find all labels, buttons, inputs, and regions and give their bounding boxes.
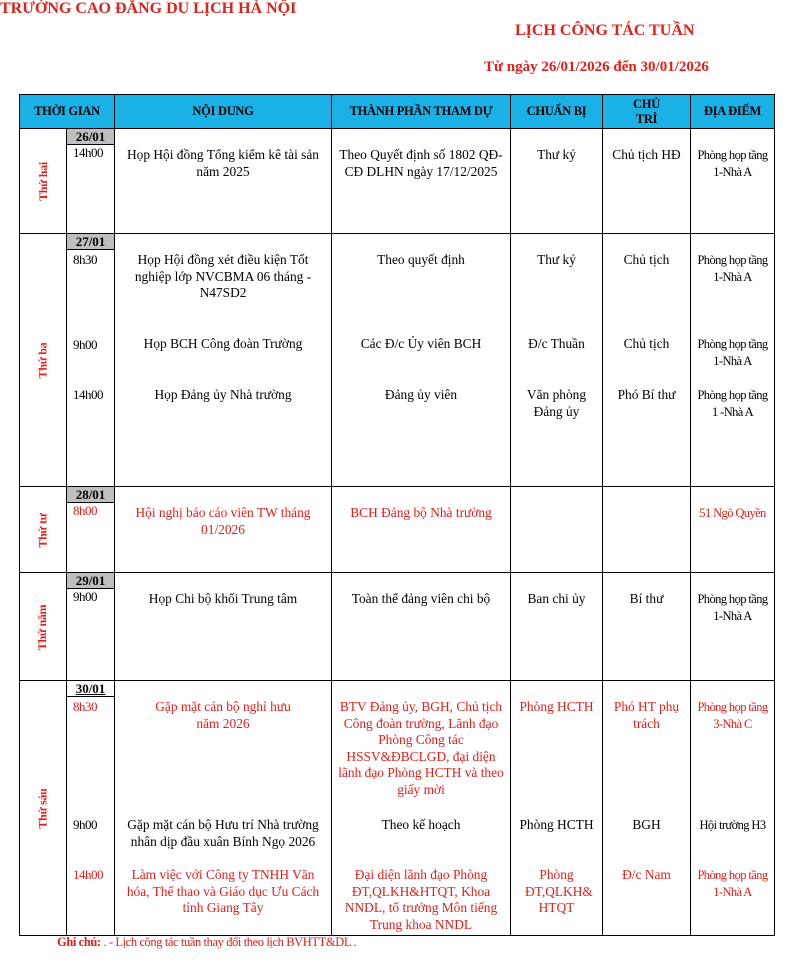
chair-cell [603, 573, 691, 681]
content-cell [115, 487, 332, 573]
event-prep: Đ/c Thuần [528, 336, 585, 351]
content-cell [115, 234, 332, 487]
event-location: Phòng họp tầng 1-Nhà A [697, 868, 768, 899]
event-chair: Bí thư [629, 591, 664, 606]
event-time: 8h30 [73, 252, 97, 267]
time-cell [67, 487, 115, 573]
footnote [57, 935, 356, 950]
event-content: Làm việc với Công ty TNHH Văn hóa, Thể thao và Giáo dục Ưu Cách tỉnh Giang Tây [126, 867, 320, 915]
event-location: Phòng họp tầng 1-Nhà A [697, 592, 768, 623]
chair-cell [603, 234, 691, 487]
event-content: Họp BCH Công đoàn Trường [143, 336, 303, 351]
day-label: Thứ sáu [35, 788, 50, 829]
event-participants: BTV Đảng ủy, BGH, Chủ tịch Công đoàn trường, Lãnh đạo Phòng Công tác HSSV&ĐBCLGD, đại diện lãnh đạo Phòng HCTH và theo giấy mời [338, 699, 504, 797]
table-row [20, 234, 775, 487]
prep-cell [511, 573, 603, 681]
participants-cell [332, 129, 511, 234]
event-location: Phòng họp tầng 1-Nhà A [697, 148, 768, 179]
chair-cell [603, 681, 691, 936]
event-time: 8h00 [73, 503, 97, 518]
column-header-chair [603, 95, 691, 129]
event-content: Hội nghị báo cáo viên TW tháng 01/2026 [135, 505, 311, 537]
event-time: 8h30 [73, 699, 97, 714]
location-cell [691, 681, 775, 936]
event-time: 14h00 [73, 387, 103, 402]
content-cell [115, 573, 332, 681]
day-label: Thứ ba [35, 342, 50, 379]
event-location: 51 Ngô Quyền [699, 506, 766, 520]
event-prep: Thư ký [537, 147, 576, 162]
date-label: 30/01 [67, 681, 114, 697]
event-prep: Thư ký [537, 252, 576, 267]
participants-cell [332, 681, 511, 936]
time-cell [67, 573, 115, 681]
date-label: 27/01 [67, 234, 114, 250]
event-participants: Theo quyết định [377, 252, 465, 267]
event-content: Họp Đảng ủy Nhà trường [154, 387, 292, 402]
school-name: TRƯỜNG CAO ĐẲNG DU LỊCH HÀ NỘI [0, 0, 297, 17]
day-label: Thứ năm [35, 604, 50, 650]
footnote-text: . - Lịch công tác tuần thay đổi theo lịch BVHTT&DL . [103, 935, 357, 949]
event-prep: Phòng HCTH [519, 699, 594, 714]
content-cell [115, 129, 332, 234]
table-row [20, 681, 775, 936]
column-header-prep: CHUẨN BỊ [511, 95, 603, 129]
prep-cell [511, 234, 603, 487]
day-label-cell [20, 129, 67, 234]
day-label: Thứ tư [35, 512, 50, 548]
event-participants: Theo kế hoạch [381, 817, 461, 832]
event-time: 9h00 [73, 336, 97, 352]
time-cell [67, 129, 115, 234]
table-header-row [20, 95, 775, 129]
event-chair: Phó Bí thư [617, 387, 676, 402]
location-cell [691, 487, 775, 573]
table-row [20, 129, 775, 234]
time-cell [67, 681, 115, 936]
prep-cell [511, 129, 603, 234]
location-cell [691, 573, 775, 681]
event-chair: Đ/c Nam [622, 867, 671, 882]
content-cell [115, 681, 332, 936]
event-content: Họp Hội đồng Tổng kiểm kê tài sản năm 2025 [126, 147, 320, 179]
weekly-schedule-table [19, 94, 775, 936]
event-prep: Ban chi ủy [527, 591, 586, 606]
event-participants: Đảng ủy viên [384, 387, 458, 402]
event-location: Phòng họp tầng 3-Nhà C [697, 700, 768, 731]
event-location: Phòng họp tầng 1-Nhà A [697, 253, 768, 284]
event-prep: Phòng ĐT,QLKH& HTQT [525, 867, 593, 915]
column-header-content: NỘI DUNG [115, 95, 332, 129]
event-content: Gặp mặt cán bộ Hưu trí Nhà trường nhân dịp đầu xuân Bính Ngọ 2026 [127, 817, 319, 849]
day-label-cell [20, 487, 67, 573]
event-location: Hội trường H3 [699, 818, 766, 832]
event-chair: Chủ tịch HĐ [612, 147, 681, 162]
participants-cell [332, 234, 511, 487]
event-content: Gặp mặt cán bộ nghỉ hưu năm 2026 [155, 699, 291, 731]
date-label: 26/01 [67, 129, 114, 145]
column-header-chair-label: CHỦ TRÌ [633, 96, 660, 126]
table-row [20, 573, 775, 681]
day-label: Thứ hai [35, 162, 50, 201]
chair-cell [603, 129, 691, 234]
event-location: Phòng họp tầng 1-Nhà A [697, 337, 768, 368]
column-header-time: THỜI GIAN [20, 95, 115, 129]
event-participants: Đại diện lãnh đạo Phòng ĐT,QLKH&HTQT, Khoa NNDL, tổ trưởng Môn tiếng Trung khoa NNDL [344, 867, 498, 932]
location-cell [691, 234, 775, 487]
event-time: 9h00 [73, 816, 97, 832]
event-time: 9h00 [73, 589, 97, 604]
event-chair: BGH [632, 817, 661, 832]
event-participants: Toàn thể đảng viên chi bộ [351, 591, 491, 606]
participants-cell [332, 487, 511, 573]
event-participants: Theo Quyết định số 1802 QĐ-CĐ DLHN ngày 17/12/2025 [339, 147, 503, 179]
column-header-participants: THÀNH PHẦN THAM DỰ [332, 95, 511, 129]
event-content: Họp Hội đồng xét điều kiện Tốt nghiệp lớp NVCBMA 06 tháng - N47SD2 [134, 252, 312, 300]
prep-cell [511, 681, 603, 936]
event-content: Họp Chi bộ khối Trung tâm [148, 591, 298, 606]
event-chair: Phó HT phụ trách [613, 699, 680, 731]
day-label-cell [20, 573, 67, 681]
event-time: 14h00 [73, 145, 103, 160]
date-label: 28/01 [67, 487, 114, 503]
event-prep: Phòng HCTH [519, 817, 594, 832]
event-participants: BCH Đảng bộ Nhà trường [350, 505, 492, 520]
day-label-cell [20, 234, 67, 487]
prep-cell [511, 487, 603, 573]
table-row [20, 487, 775, 573]
date-range: Từ ngày 26/01/2026 đến 30/01/2026 [484, 59, 709, 75]
event-chair: Chủ tịch [623, 336, 670, 351]
event-time: 14h00 [73, 867, 103, 882]
event-chair: Chủ tịch [623, 252, 670, 267]
event-location: Phòng họp tầng 1 -Nhà A [697, 388, 768, 419]
event-prep: Văn phòng Đảng ủy [526, 387, 587, 419]
time-cell [67, 234, 115, 487]
day-label-cell [20, 681, 67, 936]
column-header-location: ĐỊA ĐIỂM [691, 95, 775, 129]
schedule-title: LỊCH CÔNG TÁC TUẦN [515, 22, 695, 39]
footnote-label: Ghi chú: [57, 935, 101, 949]
participants-cell [332, 573, 511, 681]
location-cell [691, 129, 775, 234]
event-participants: Các Đ/c Ủy viên BCH [360, 336, 482, 351]
date-label: 29/01 [67, 573, 114, 589]
chair-cell [603, 487, 691, 573]
